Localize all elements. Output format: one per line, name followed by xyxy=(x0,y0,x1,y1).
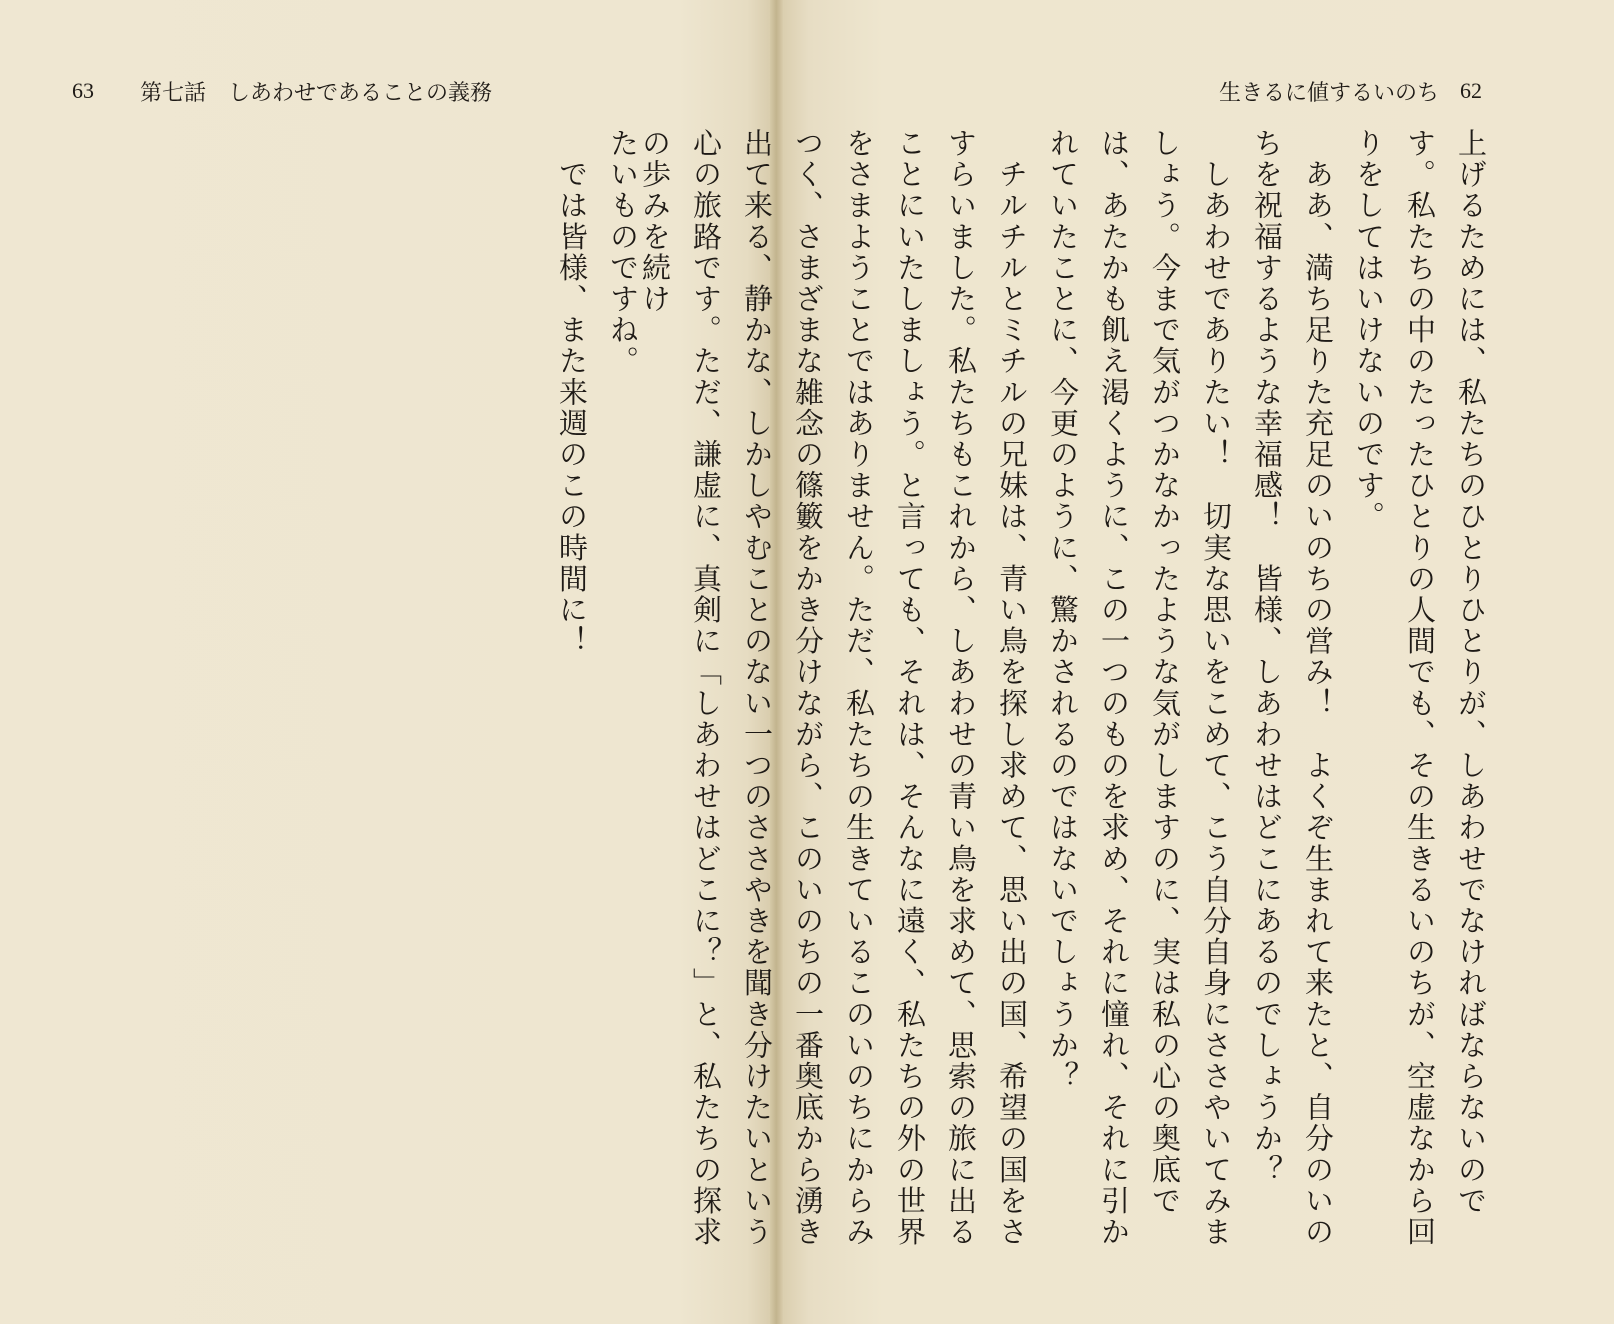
paragraph: しあわせでありたい！ 切実な思いをこめて、こう自分自身にささやいてみましょう。今まで気がつかなかったような気がしますのに、実は私の心の奥底では、あたかも飢え渇くように、この一つのものを求め、それに憧れ、それに引かれていたことに、今更のように、驚かされるのではないでしょうか？ xyxy=(1046,128,1233,1248)
right-body-text xyxy=(629,128,1496,1258)
left-running-head: 第七話 しあわせであることの義務 xyxy=(140,81,493,106)
paragraph: チルチルとミチルの兄妹は、青い鳥を探し求めて、思い出の国、希望の国をさすらいました。私たちもこれから、しあわせの青い鳥を求めて、思索の旅に出ることにいたしましょう。と言っても、それは、そんなに遠く、私たちの外の世界をさまようことではありません。ただ、私たちの生きているこのいのちにからみつく、さまざまな雑念の篠籔をかき分けながら、このいのちの一番奥底から湧き出て来る、静かな、しかしやむことのない一つのささやきを聞き分けたいという心の旅路です。ただ、謙虚に、真剣に「しあわせはどこに？」と、私たちの探求の歩みを続け xyxy=(638,128,1029,1248)
right-page-number: 62 xyxy=(1460,78,1482,103)
paragraph: ああ、満ち足りた充足のいのちの営み！ よくぞ生まれて来たと、自分のいのちを祝福するような幸福感！ 皆様、しあわせはどこにあるのでしょうか？ xyxy=(1250,128,1335,1248)
right-running-head: 生きるに値するいのち xyxy=(1218,81,1439,106)
left-page-number: 63 xyxy=(72,78,94,103)
paragraph: たいものですね。 xyxy=(606,128,640,377)
right-page xyxy=(638,0,1614,1324)
paragraph: 上げるためには、私たちのひとりひとりが、しあわせでなければならないのです。私たちの中のたったひとりの人間でも、その生きるいのちが、空虚なから回りをしてはいけないのです。 xyxy=(1352,128,1488,1248)
paragraph: では皆様、また来週のこの時間に！ xyxy=(555,128,589,657)
